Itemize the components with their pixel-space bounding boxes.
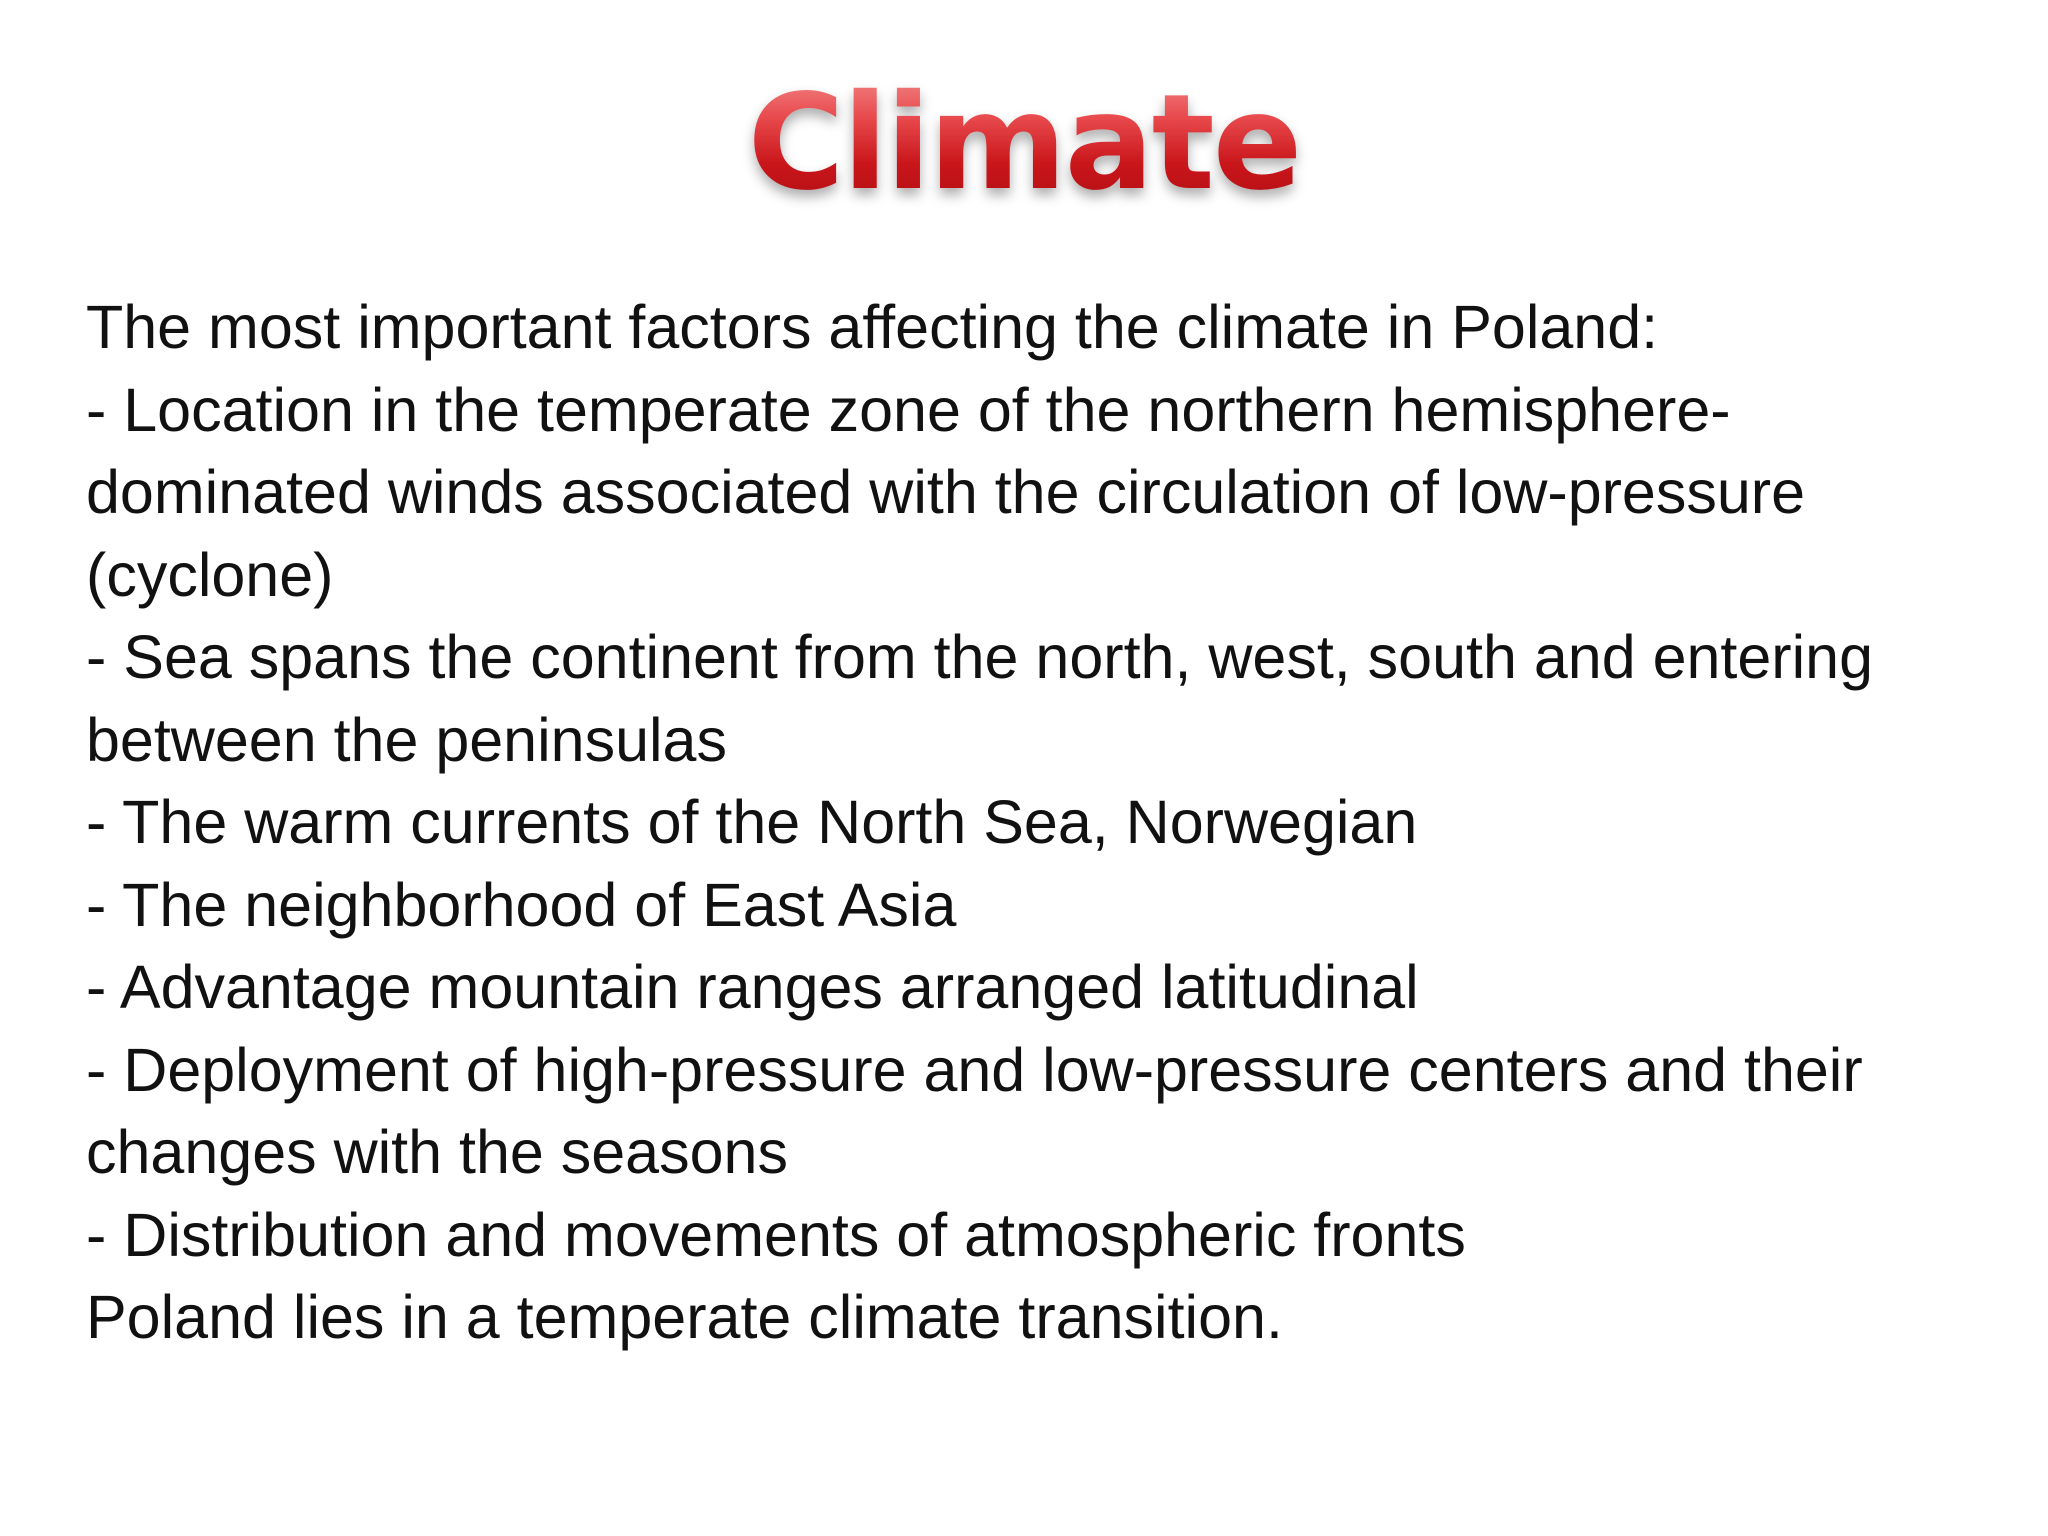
slide-body [86,286,1986,1359]
factor-currents-line: - The warm currents of the North Sea, Norwegian [86,788,1418,856]
conclusion-line: Poland lies in a temperate climate transition. [86,1283,1283,1351]
factor-pressure-centers-line-2: changes with the seasons [86,1118,788,1186]
factor-location-line-2: dominated winds associated with the circulation of low-pressure [86,458,1806,526]
factor-fronts-line: - Distribution and movements of atmospheric fronts [86,1200,1466,1269]
factor-east-asia-line: - The neighborhood of East Asia [86,870,957,939]
factor-location-line-1: - Location in the temperate zone of the northern hemisphere- [86,375,1731,444]
factor-sea-line-2: between the peninsulas [86,705,727,774]
factor-sea-line-1: - Sea spans the continent from the north, west, south and entering [86,623,1874,691]
factor-location-line-3: (cyclone) [86,540,334,609]
slide-title: Climate [748,58,1301,228]
title-container [0,58,2048,228]
factor-pressure-centers-line-1: - Deployment of high-pressure and low-pressure centers and their [86,1035,1863,1104]
factor-mountains-line: - Advantage mountain ranges arranged latitudinal [86,953,1419,1021]
intro-line: The most important factors affecting the climate in Poland: [86,293,1659,361]
